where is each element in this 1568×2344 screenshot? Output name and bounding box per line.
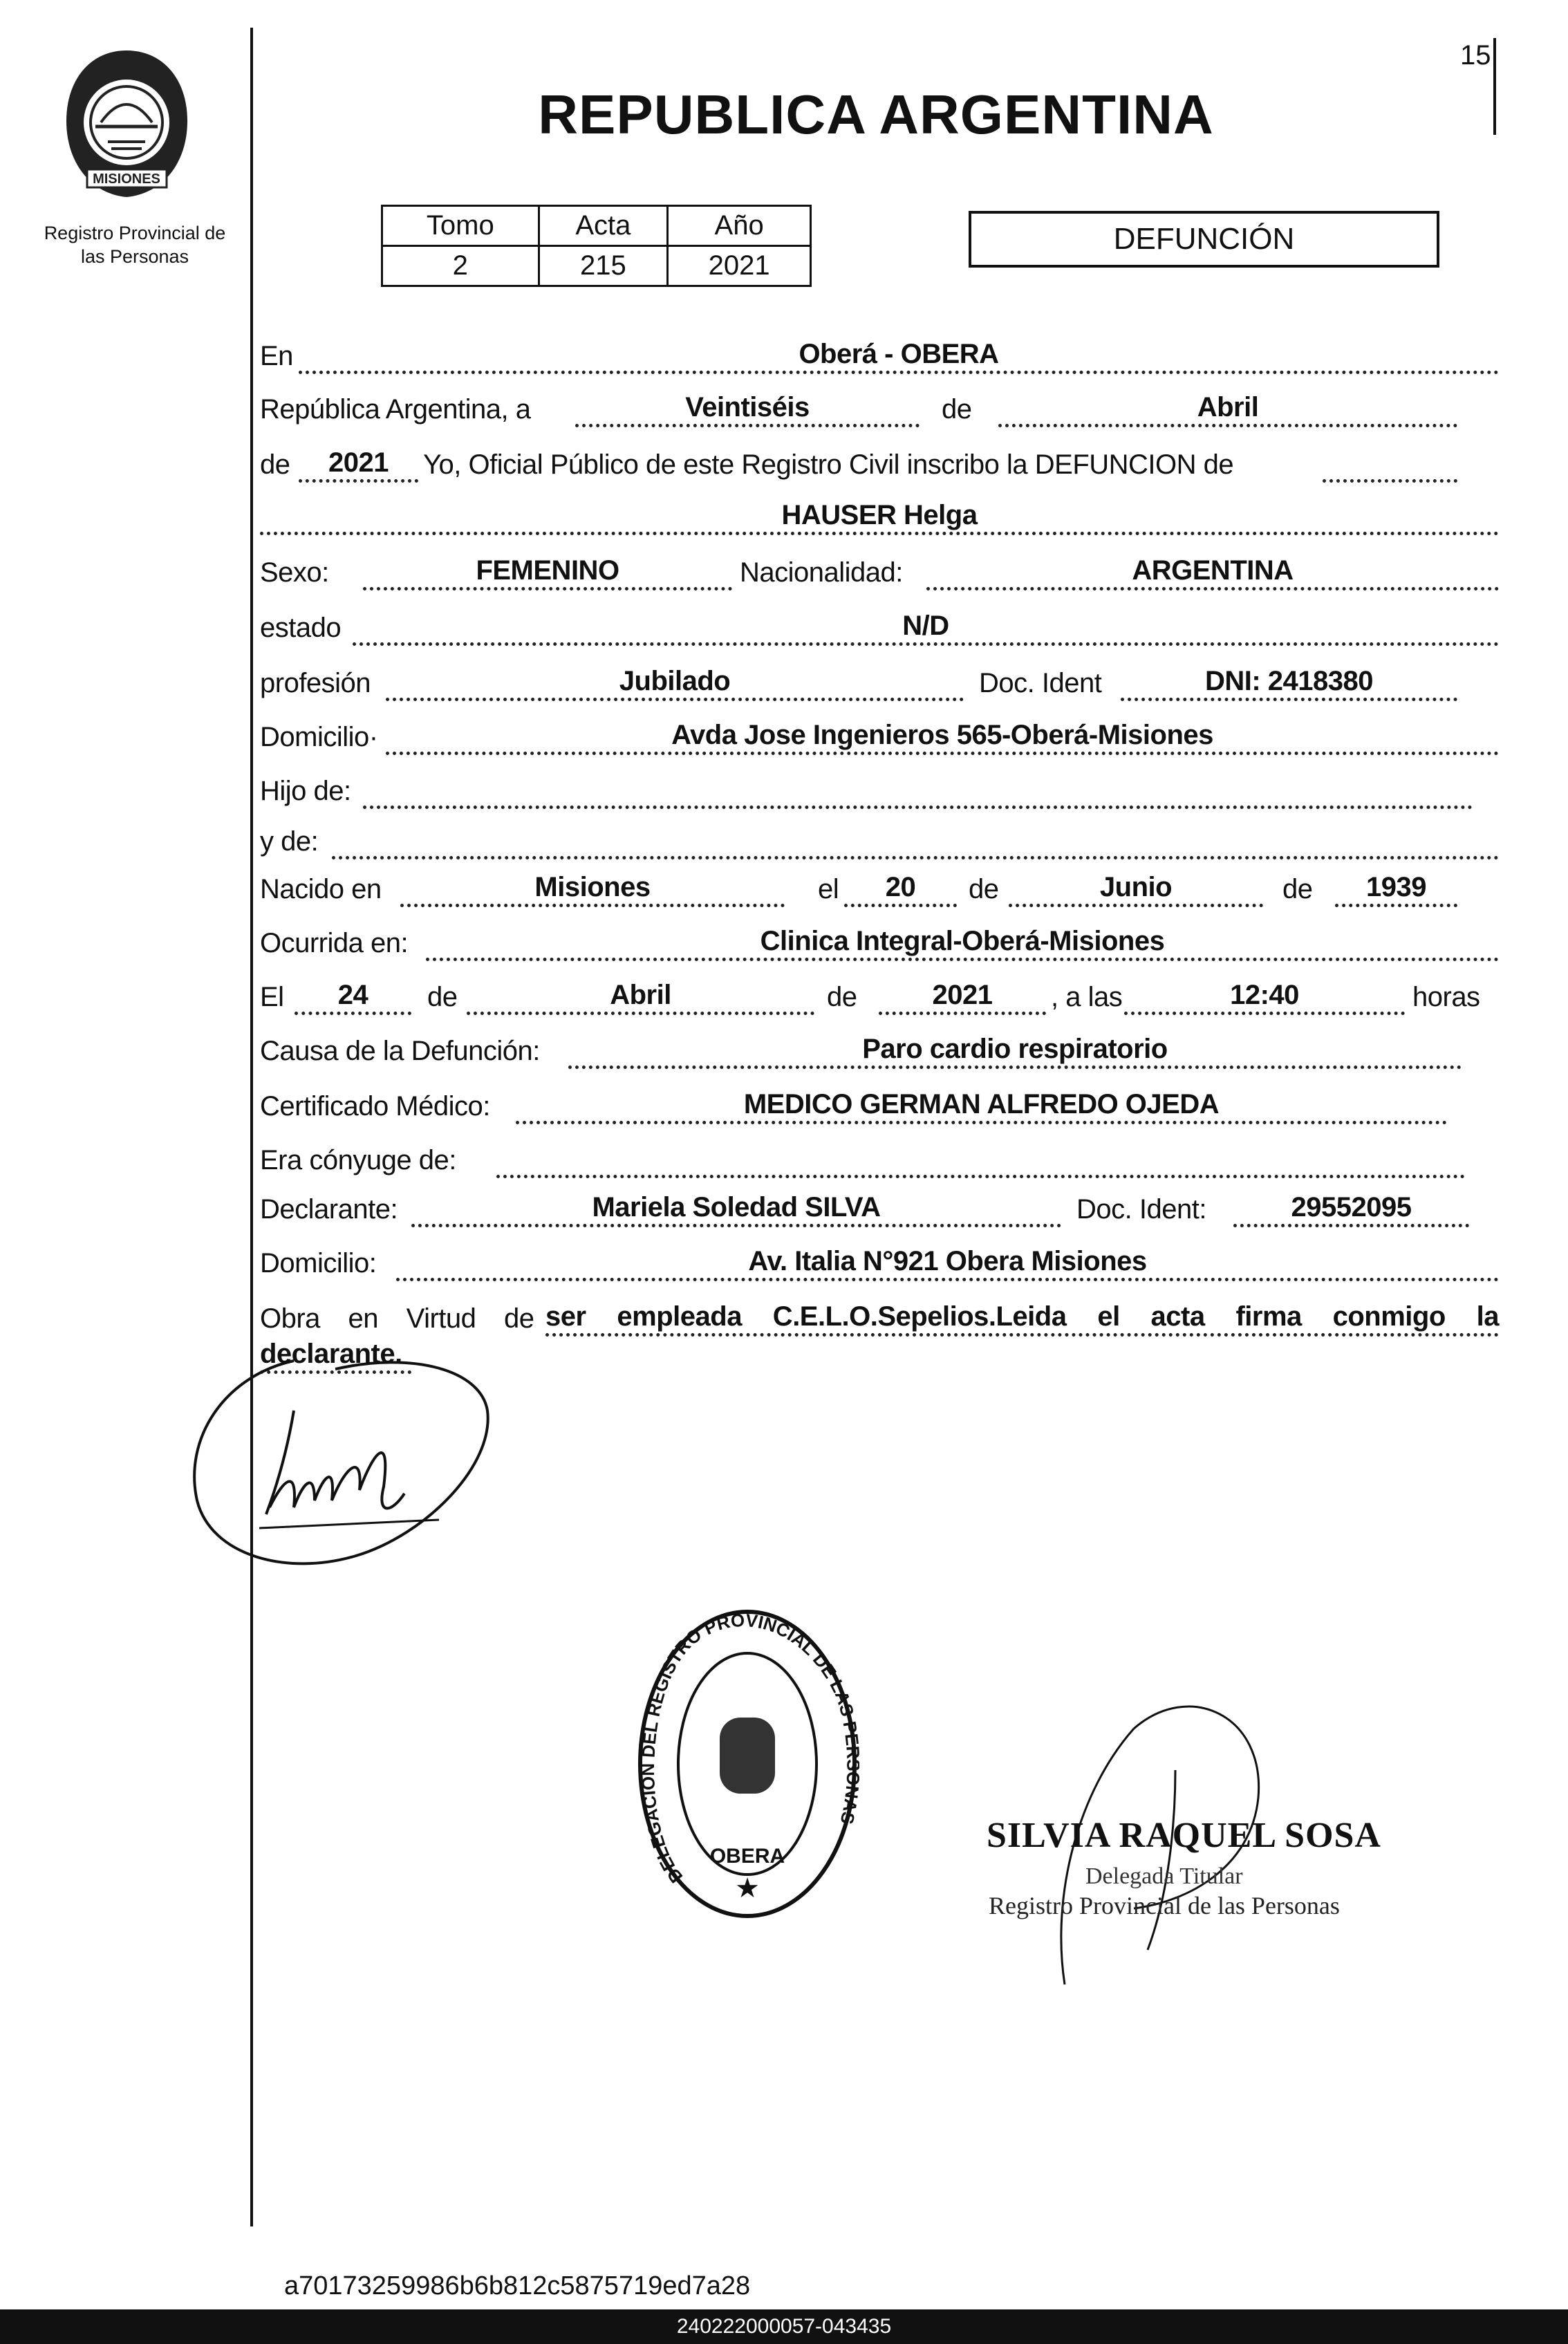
hijo-field bbox=[363, 772, 1473, 809]
causa-label: Causa de la Defunción: bbox=[260, 1036, 540, 1066]
value-anio: 2021 bbox=[668, 246, 811, 286]
obra-field-line1: ser empleada C.E.L.O.Sepelios.Leida el acta firma conmigo la bbox=[545, 1299, 1499, 1337]
nacido-lugar-field: Misiones bbox=[400, 870, 785, 907]
en-label: En bbox=[260, 341, 293, 371]
header-tomo: Tomo bbox=[382, 206, 539, 246]
nac-mes-field: Junio bbox=[1009, 870, 1263, 907]
svg-text:★: ★ bbox=[735, 1873, 760, 1904]
profesion-label: profesión bbox=[260, 668, 371, 698]
conyuge-field bbox=[496, 1141, 1465, 1178]
nac-anio-field: 1939 bbox=[1335, 870, 1457, 907]
de-label: de bbox=[827, 982, 857, 1012]
document-type-box: DEFUNCIÓN bbox=[969, 211, 1439, 268]
official-role: Delegada Titular bbox=[1085, 1863, 1243, 1889]
estado-field: N/D bbox=[353, 608, 1499, 646]
right-margin-line bbox=[1493, 38, 1496, 135]
mes-field: Abril bbox=[998, 390, 1457, 427]
profesion-field: Jubilado bbox=[386, 664, 964, 701]
de-label: de bbox=[260, 449, 290, 480]
stamp-text: DELEGACION DEL REGISTRO PROVINCIAL DE LAS P AS bbox=[637, 1609, 859, 1888]
ocurrida-field: Clinica Integral-Oberá-Misiones bbox=[426, 924, 1499, 961]
el-label: el bbox=[818, 874, 839, 904]
decl-doc-field: 29552095 bbox=[1233, 1190, 1469, 1227]
anio-field: 2021 bbox=[299, 445, 418, 483]
yde-field bbox=[332, 822, 1499, 859]
horas-label: horas bbox=[1412, 982, 1480, 1012]
hijo-label: Hijo de: bbox=[260, 776, 351, 806]
sexo-label: Sexo: bbox=[260, 557, 329, 588]
official-name: SILVIA RAQUEL SOSA bbox=[987, 1816, 1381, 1855]
obra-label: Obra en Virtud de bbox=[260, 1303, 534, 1334]
de-label: de bbox=[427, 982, 458, 1012]
record-table bbox=[381, 205, 812, 287]
left-margin-line bbox=[250, 28, 253, 2226]
value-tomo: 2 bbox=[382, 246, 539, 286]
decl-domicilio-label: Domicilio: bbox=[260, 1248, 377, 1278]
nac-dia-field: 20 bbox=[844, 870, 957, 907]
footer-code: 240222000057-043435 bbox=[676, 2315, 892, 2338]
el-label: El bbox=[260, 982, 284, 1012]
decl-domicilio-field: Av. Italia N°921 Obera Misiones bbox=[396, 1244, 1499, 1281]
domicilio-label: Domicilio· bbox=[260, 722, 378, 752]
declarante-field: Mariela Soledad SILVA bbox=[411, 1190, 1061, 1227]
def-dia-field: 24 bbox=[295, 978, 411, 1015]
sexo-field: FEMENINO bbox=[363, 553, 732, 590]
stamp-city: OBERA bbox=[709, 1845, 785, 1868]
de-label: de bbox=[942, 394, 972, 425]
certificado-field: MEDICO GERMAN ALFREDO OJEDA bbox=[516, 1087, 1447, 1124]
inscribo-text: Yo, Oficial Público de este Registro Civil inscribo la DEFUNCION de bbox=[423, 449, 1234, 480]
certificado-label: Certificado Médico: bbox=[260, 1091, 490, 1122]
document-hash: a70173259986b6b812c5875719ed7a28 bbox=[284, 2271, 751, 2300]
de-label: de bbox=[969, 874, 999, 904]
ocurrida-label: Ocurrida en: bbox=[260, 928, 409, 958]
de-label: de bbox=[1282, 874, 1313, 904]
header-anio: Año bbox=[668, 206, 811, 246]
header-acta: Acta bbox=[539, 206, 668, 246]
republica-label: República Argentina, a bbox=[260, 394, 531, 425]
value-acta: 215 bbox=[539, 246, 668, 286]
lugar-field: Oberá - OBERA bbox=[299, 337, 1499, 374]
nacido-label: Nacido en bbox=[260, 874, 382, 904]
causa-field: Paro cardio respiratorio bbox=[568, 1032, 1462, 1069]
dia-texto-field: Veintiséis bbox=[575, 390, 920, 427]
declarant-signature bbox=[183, 1355, 501, 1590]
decl-doc-label: Doc. Ident: bbox=[1076, 1194, 1206, 1225]
def-anio-field: 2021 bbox=[879, 978, 1046, 1015]
registry-line-1: Registro Provincial de bbox=[44, 223, 226, 243]
page-title: REPUBLICA ARGENTINA bbox=[538, 84, 1214, 145]
nombre-field: HAUSER Helga bbox=[260, 498, 1499, 535]
footer-bar bbox=[0, 2309, 1568, 2344]
def-hora-field: 12:40 bbox=[1124, 978, 1405, 1015]
def-mes-field: Abril bbox=[467, 978, 814, 1015]
page-number: 15 bbox=[1460, 40, 1491, 71]
yde-label: y de: bbox=[260, 826, 319, 857]
registry-line-2: las Personas bbox=[80, 246, 189, 267]
obra-field-line2: declarante. bbox=[260, 1337, 411, 1374]
svg-text:MISIONES: MISIONES bbox=[93, 171, 160, 187]
conyuge-label: Era cónyuge de: bbox=[260, 1145, 456, 1175]
nacionalidad-label: Nacionalidad: bbox=[740, 557, 903, 588]
declarante-label: Declarante: bbox=[260, 1194, 398, 1225]
doc-field: DNI: 2418380 bbox=[1121, 664, 1457, 701]
nacionalidad-field: ARGENTINA bbox=[926, 553, 1499, 590]
official-office: Registro Provincial de las Personas bbox=[989, 1892, 1340, 1919]
domicilio-field: Avda Jose Ingenieros 565-Oberá-Misiones bbox=[386, 718, 1499, 755]
registry-name bbox=[28, 221, 242, 268]
doc-label: Doc. Ident bbox=[979, 668, 1102, 698]
province-logo bbox=[59, 45, 194, 202]
alas-label: , a las bbox=[1051, 982, 1123, 1012]
registry-stamp bbox=[635, 1607, 859, 1921]
blank-field bbox=[1323, 445, 1457, 483]
estado-label: estado bbox=[260, 613, 342, 643]
